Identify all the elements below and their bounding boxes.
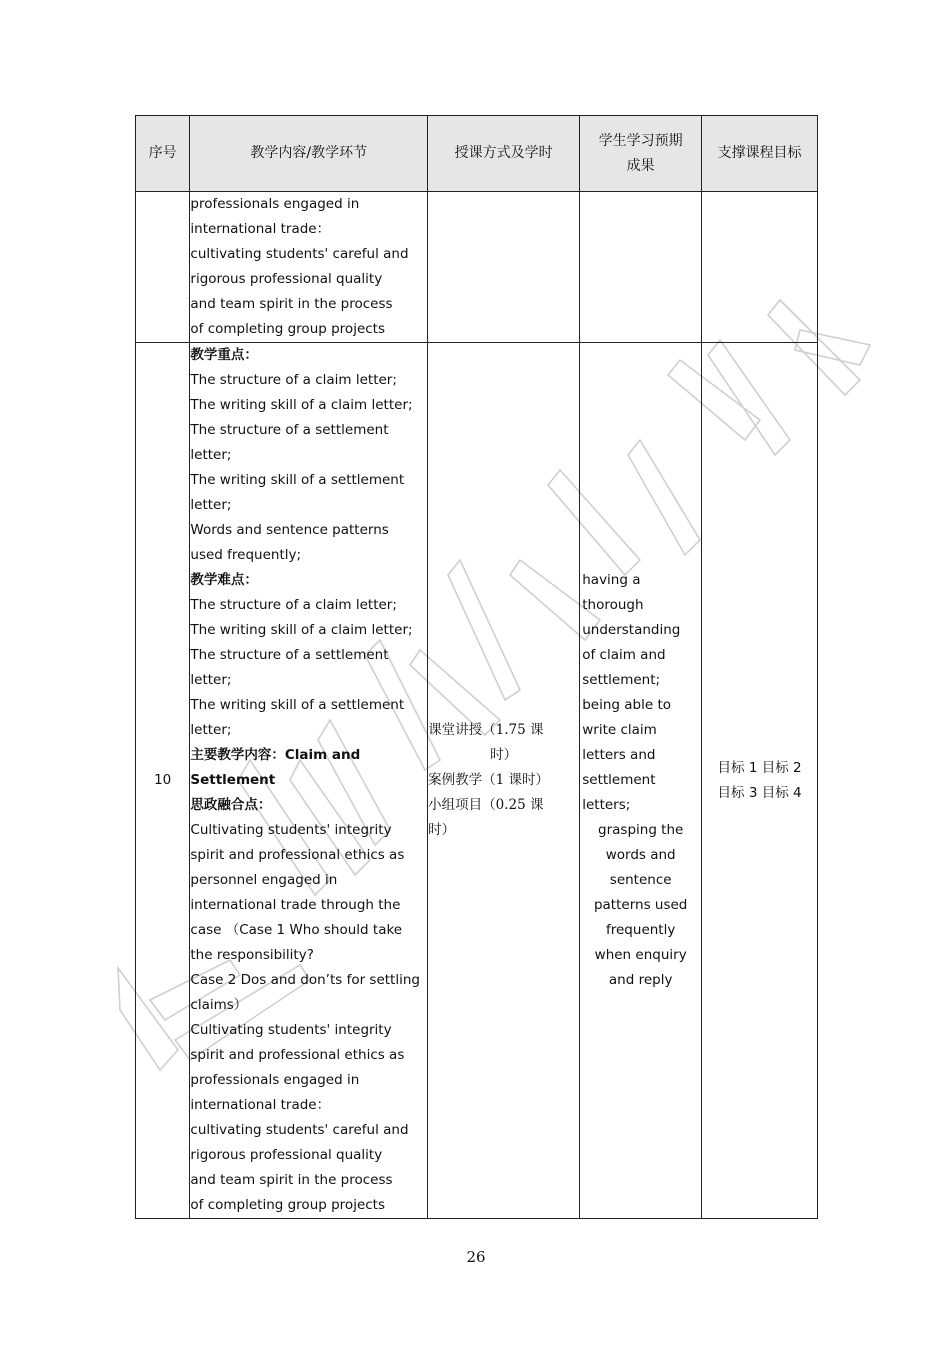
content-line: and team spirit in the process xyxy=(190,1172,393,1188)
cell-outcome xyxy=(580,343,702,1219)
outcome-line: words and xyxy=(605,847,676,863)
cell-content xyxy=(190,192,428,343)
header-outcome-line: 成果 xyxy=(626,157,655,174)
content-line: 思政融合点： xyxy=(190,797,272,813)
content-line: professionals engaged in xyxy=(190,1072,360,1088)
content-line: rigorous professional quality xyxy=(190,271,383,287)
outcome-line: settlement xyxy=(582,772,656,788)
content-line: used frequently; xyxy=(190,547,302,563)
content-line: 教学重点： xyxy=(190,347,258,363)
outcome-line: letters; xyxy=(582,797,631,813)
content-line: Cultivating students' integrity xyxy=(190,822,392,838)
goal-line: 目标 3 目标 4 xyxy=(717,784,802,801)
cell-method xyxy=(428,192,580,343)
outcome-line: frequently xyxy=(606,922,676,938)
content-line: the responsibility? xyxy=(190,947,314,963)
content-line: The writing skill of a claim letter; xyxy=(190,397,413,413)
content-line: of completing group projects xyxy=(190,321,386,337)
content-line: Cultivating students' integrity xyxy=(190,1022,392,1038)
outcome-line: having a xyxy=(582,572,641,588)
content-line: international trade： xyxy=(190,1097,331,1113)
table-row-continuation xyxy=(136,192,818,343)
content-line: case （Case 1 Who should take xyxy=(190,922,403,938)
cell-serial xyxy=(136,192,190,343)
content-line: The writing skill of a claim letter; xyxy=(190,622,413,638)
cell-content xyxy=(190,343,428,1219)
syllabus-table xyxy=(135,115,818,1219)
content-line: rigorous professional quality xyxy=(190,1147,383,1163)
content-line: The writing skill of a settlement xyxy=(190,472,405,488)
outcome-line: when enquiry xyxy=(594,947,687,963)
outcome-line: thorough xyxy=(582,597,644,613)
content-line: international trade： xyxy=(190,221,331,237)
outcome-line: patterns used xyxy=(593,897,688,913)
content-line: 主要教学内容：Claim and xyxy=(190,747,361,763)
content-line: cultivating students' careful and xyxy=(190,1122,409,1138)
content-line: international trade through the xyxy=(190,897,401,913)
outcome-line: letters and xyxy=(582,747,656,763)
cell-serial: 10 xyxy=(136,343,190,1219)
content-line: of completing group projects xyxy=(190,1197,386,1213)
method-line: 案例教学（1 课时） xyxy=(428,772,550,788)
content-line: personnel engaged in xyxy=(190,872,338,888)
header-content: 教学内容/教学环节 xyxy=(190,116,428,192)
outcome-line: understanding xyxy=(582,622,681,638)
content-line: The structure of a settlement xyxy=(190,647,389,663)
outcome-line: of claim and xyxy=(582,647,666,663)
header-method: 授课方式及学时 xyxy=(428,116,580,192)
method-line: 时） xyxy=(490,747,518,763)
content-line: The structure of a claim letter; xyxy=(190,372,397,388)
content-line: letter; xyxy=(190,497,232,513)
outcome-line: being able to xyxy=(582,697,672,713)
outcome-line: sentence xyxy=(609,872,672,888)
outcome-line: write claim xyxy=(582,722,657,738)
content-line: letter; xyxy=(190,447,232,463)
content-line: 教学难点： xyxy=(190,572,258,588)
outcome-line: settlement; xyxy=(582,672,661,688)
method-line: 时） xyxy=(428,822,456,838)
header-outcome xyxy=(580,116,702,192)
content-line: spirit and professional ethics as xyxy=(190,1047,405,1063)
outcome-line: and reply xyxy=(608,972,673,988)
content-line: Words and sentence patterns xyxy=(190,522,389,538)
goal-line: 目标 1 目标 2 xyxy=(717,759,802,776)
cell-method xyxy=(428,343,580,1219)
content-line: letter; xyxy=(190,722,232,738)
cell-outcome xyxy=(580,192,702,343)
header-serial: 序号 xyxy=(136,116,190,192)
cell-goal xyxy=(702,192,818,343)
content-line: The writing skill of a settlement xyxy=(190,697,405,713)
content-line: and team spirit in the process xyxy=(190,296,393,312)
header-goal: 支撑课程目标 xyxy=(702,116,818,192)
page-number: 26 xyxy=(466,1248,486,1266)
method-line: 小组项目（0.25 课 xyxy=(428,797,544,813)
content-line: The structure of a settlement xyxy=(190,422,389,438)
content-line: The structure of a claim letter; xyxy=(190,597,397,613)
content-line: Case 2 Dos and don’ts for settling xyxy=(190,972,420,988)
outcome-line: grasping the xyxy=(598,822,684,838)
content-line: Settlement xyxy=(190,772,276,788)
method-line: 课堂讲授（1.75 课 xyxy=(428,722,544,738)
table-row-10 xyxy=(136,343,818,1219)
content-line: claims） xyxy=(190,997,248,1013)
content-line: letter; xyxy=(190,672,232,688)
content-line: professionals engaged in xyxy=(190,196,360,212)
content-line: cultivating students' careful and xyxy=(190,246,409,262)
content-line: spirit and professional ethics as xyxy=(190,847,405,863)
cell-goal xyxy=(702,343,818,1219)
header-outcome-line: 学生学习预期 xyxy=(598,132,683,149)
table-header-row xyxy=(136,116,818,192)
